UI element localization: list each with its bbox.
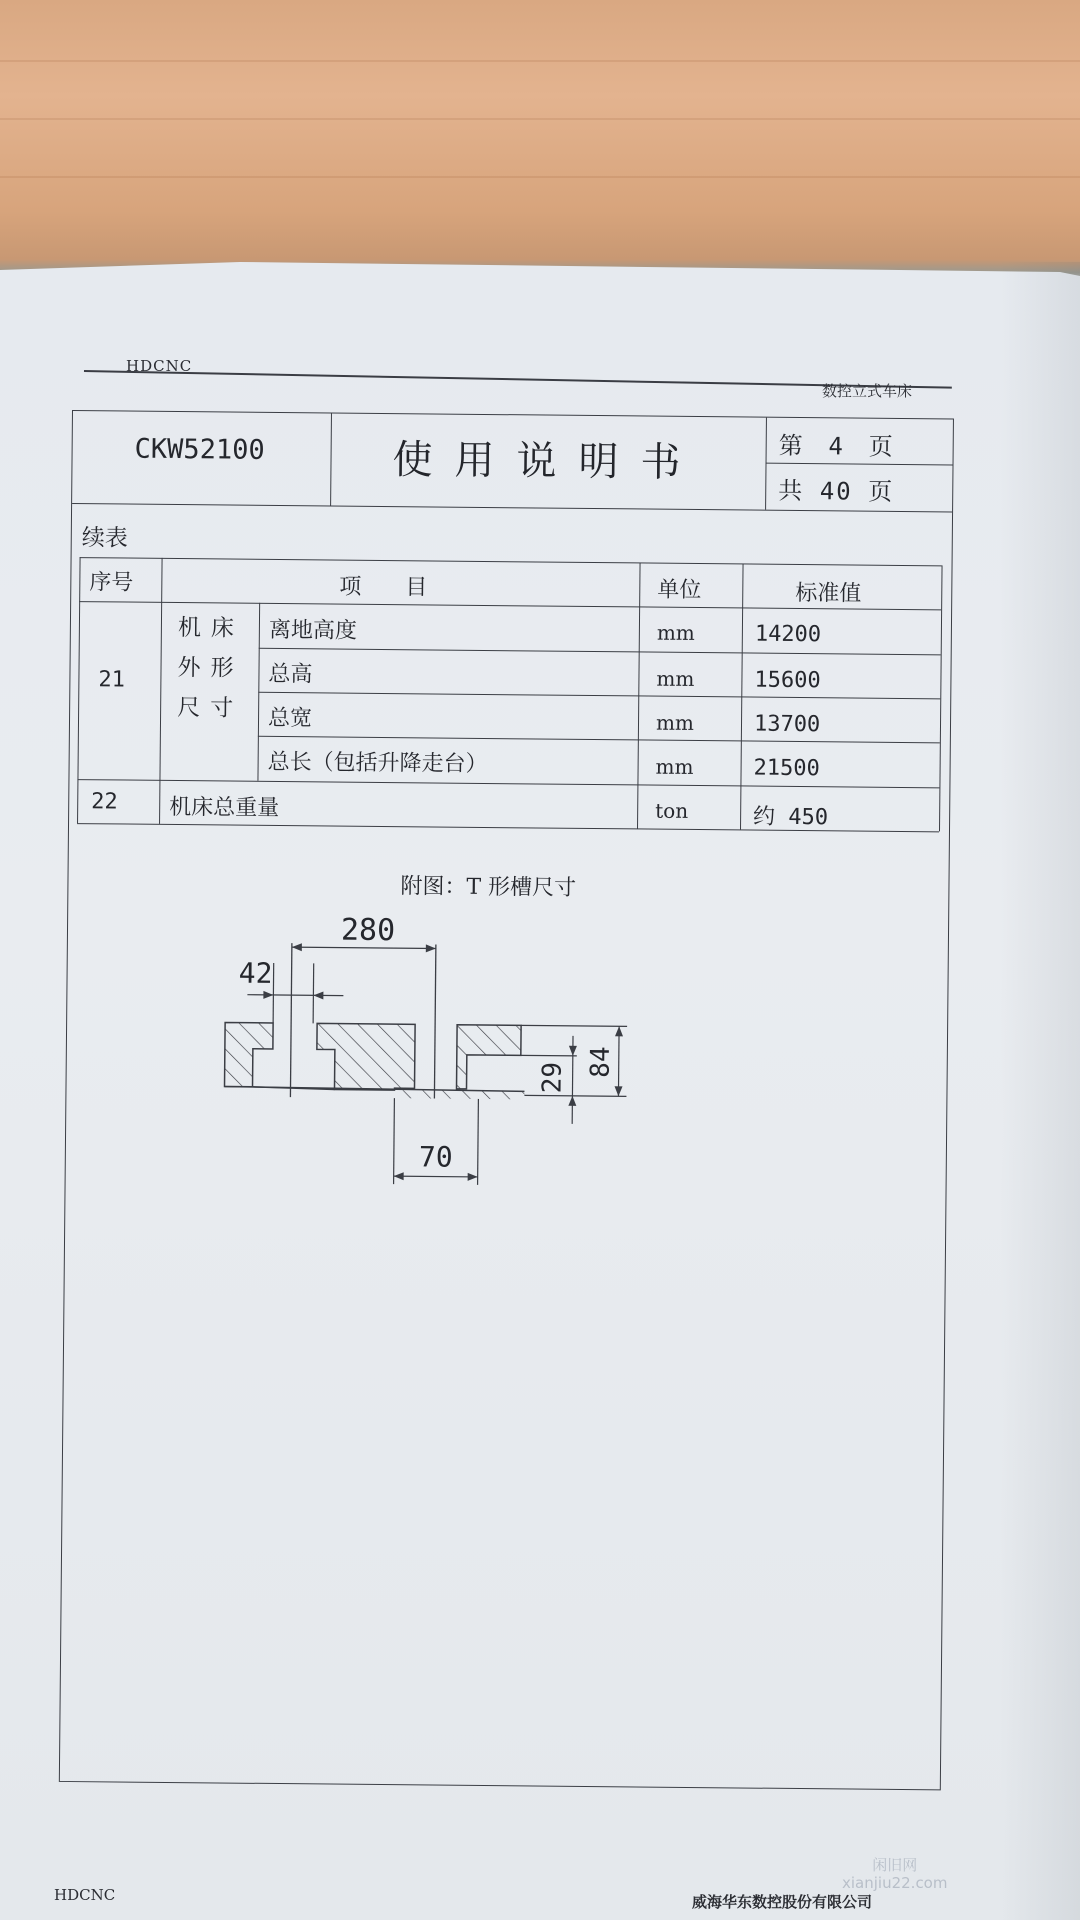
row-item: 总长（包括升降走台） <box>267 749 488 778</box>
header-item: 项 目 <box>339 574 428 601</box>
row-item: 机床总重量 <box>169 794 280 822</box>
header-brand: HDCNC <box>126 357 193 375</box>
row-unit: mm <box>656 666 695 691</box>
page-number: 第 4 页 <box>778 431 895 461</box>
header-seq: 序号 <box>89 570 134 596</box>
dim-pitch-label: 280 <box>340 912 396 949</box>
group-label-machine-dimensions: 机床外形尺寸 <box>177 615 245 722</box>
header-product-type: 数控立式车床 <box>822 382 913 400</box>
right-block <box>457 1025 522 1090</box>
row-item: 离地高度 <box>268 617 358 644</box>
left-block <box>225 1022 274 1086</box>
page-frame <box>59 410 954 1790</box>
model-number: CKW52100 <box>134 433 265 466</box>
row-value: 约 450 <box>753 804 829 831</box>
row-value: 14200 <box>754 621 822 648</box>
row-value: 13700 <box>753 711 821 738</box>
row-unit: ton <box>655 798 689 823</box>
footer-company: 威海华东数控股份有限公司 <box>692 1893 873 1911</box>
dim-slot-width-label: 42 <box>238 956 273 990</box>
row-unit: mm <box>656 620 695 645</box>
dim-undercut-depth-label: 29 <box>537 1061 568 1094</box>
seq-21: 21 <box>98 667 126 693</box>
seq-22: 22 <box>91 789 118 815</box>
row-value: 21500 <box>753 755 820 782</box>
middle-block <box>316 1023 415 1090</box>
dim-total-depth-label: 84 <box>585 1046 616 1078</box>
continued-label: 续表 <box>81 525 128 552</box>
watermark: 闲旧网 xianjiu22.com <box>842 1856 948 1892</box>
row-unit: mm <box>655 710 695 735</box>
document-title: 使用说明书 <box>392 437 703 487</box>
spec-table <box>77 557 942 855</box>
row-item: 总宽 <box>267 705 313 732</box>
t-slot-drawing <box>215 902 738 1237</box>
footer-brand: HDCNC <box>54 1886 116 1904</box>
header-standard-value: 标准值 <box>795 580 862 607</box>
header-unit: 单位 <box>657 577 702 604</box>
dim-base-width-label: 70 <box>418 1140 453 1174</box>
row-item: 总高 <box>268 661 313 688</box>
row-value: 15600 <box>754 667 821 694</box>
figure-caption: 附图：T 形槽尺寸 <box>400 874 577 901</box>
page-total: 共 40 页 <box>778 476 895 506</box>
row-unit: mm <box>655 754 694 779</box>
